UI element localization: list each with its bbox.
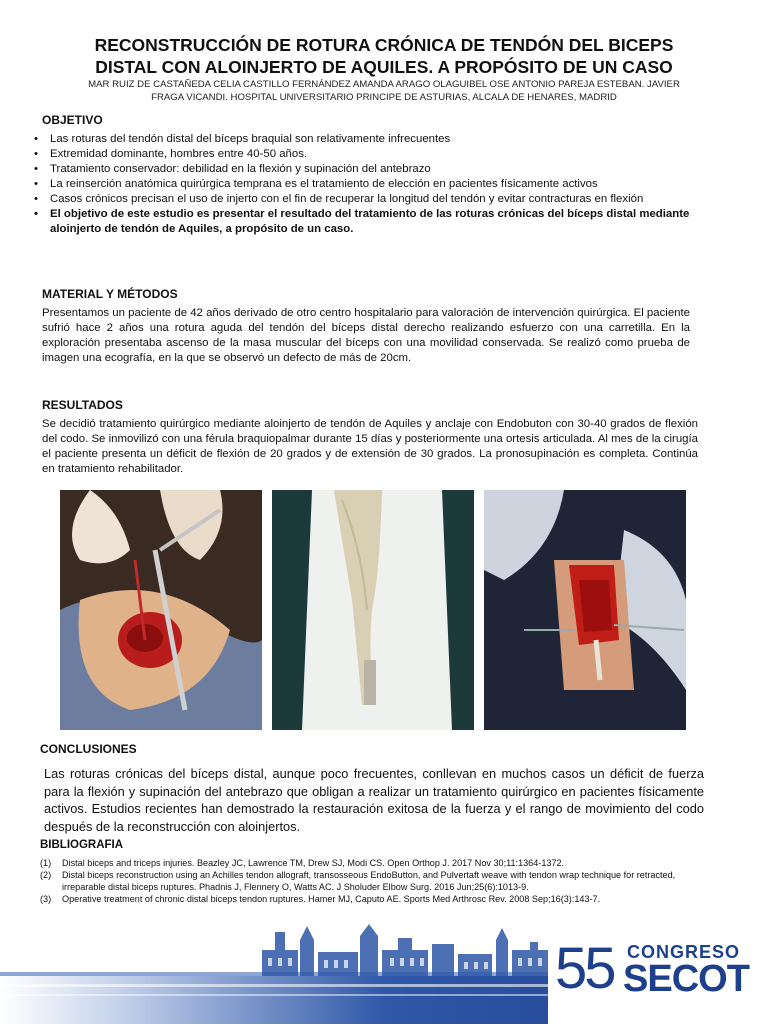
list-item: • La reinserción anatómica quirúrgica temprana es el tratamiento de elección en pacientes físicamente activos — [28, 177, 690, 192]
reference-text: Distal biceps reconstruction using an Achilles tendon allograft, transosseous EndoButton, and Pulvertaft weave with tendon wrap technique for retracted, irreparable distal biceps ruptures. Phadnis J, Flennery O, Watts AC. J Sholuder Elbow Surg. 2016 Jun;25(6):1013-9. — [62, 870, 676, 892]
authors-line-1: MAR RUIZ DE CASTAÑEDA CELIA CASTILLO FERNÁNDEZ AMANDA ARAGO OLAGUIBEL OSE ANTONIO PAREJA ESTEBAN. JAVIER — [88, 79, 680, 90]
reference-number: (2) — [40, 870, 52, 880]
list-item: • El objetivo de este estudio es presentar el resultado del tratamiento de las roturas crónicas del bíceps distal mediante aloinjerto de tendón de Aquiles, a propósito de un caso. — [28, 207, 720, 237]
reference-text: Distal biceps and triceps injuries. Beazley JC, Lawrence TM, Drew SJ, Modi CS. Open Orthop J. 2017 Nov 30;11:1364-1372. — [62, 858, 565, 868]
material-text: Presentamos un paciente de 42 años derivado de otro centro hospitalario para valoración de intervención quirúrgica. El paciente sufrió hace 2 años una rotura aguda del tendón del bíceps distal derecho realizando esfuerzo con una carretilla. En la exploración presentaba ascenso de la masa muscular del bíceps con una movilidad conservada. Se realizó como prueba de imagen una ecografía, en la que se observó un defecto de más de 20cm. — [42, 307, 690, 364]
allograft-photo — [272, 490, 474, 730]
list-item: • Extremidad dominante, hombres entre 40-50 años. — [28, 147, 728, 162]
resultados-heading: RESULTADOS — [42, 398, 123, 412]
reference-number: (1) — [40, 858, 52, 868]
list-item: • Casos crónicos precisan el uso de injerto con el fin de recuperar la longitud del tendón y evitar contracturas en flexión — [28, 192, 700, 207]
conclusiones-heading: CONCLUSIONES — [40, 742, 137, 756]
congress-number: 55 — [555, 936, 614, 1001]
title-line-1: RECONSTRUCCIÓN DE ROTURA CRÓNICA DE TENDÓN DEL BICEPS — [94, 35, 674, 55]
congress-name: SECOT — [623, 958, 749, 1000]
objetivo-heading: OBJETIVO — [42, 113, 103, 127]
congress-logo — [555, 938, 760, 1002]
list-item — [40, 857, 740, 869]
list-item: • Las roturas del tendón distal del bíceps braquial son relativamente infrecuentes — [28, 132, 728, 147]
authors — [40, 78, 728, 104]
resultados-text: Se decidió tratamiento quirúrgico mediante aloinjerto de tendón de Aquiles y anclaje con Endobuton con 30-40 grados de flexión del codo. Se inmovilizó con una férula braquiopalmar durante 15 días y posteriormente una ortesis articulada. Al mes de la cirugía el paciente presenta un déficit de flexión de 20 grados y de extensión de 30 grados. La pronosupinación es completa. Continúa en tratamiento rehabilitador. — [42, 418, 698, 475]
list-item: • Tratamiento conservador: debilidad en la flexión y supinación del antebrazo — [28, 162, 728, 177]
list-item — [40, 893, 740, 905]
reference-list — [40, 857, 740, 905]
surgery-photo-2 — [484, 490, 686, 730]
surgery-photo-1 — [60, 490, 262, 730]
authors-line-2: FRAGA VICANDI. HOSPITAL UNIVERSITARIO PRINCIPE DE ASTURIAS, ALCALA DE HENARES, MADRID — [151, 92, 617, 103]
material-heading: MATERIAL Y MÉTODOS — [42, 287, 178, 301]
list-item — [40, 869, 702, 893]
objetivo-list — [28, 132, 728, 237]
poster-title — [20, 34, 748, 78]
congress-word: CONGRESO — [627, 942, 741, 962]
conclusiones-text: Las roturas crónicas del bíceps distal, aunque poco frecuentes, conllevan en muchos casos un déficit de fuerza para la flexión y supinación del antebrazo que obligan a realizar un tratamiento quirúrgico en pacientes físicamente activos. Estudios recientes han demostrado la restauración exitosa de la fuerza y el rango de movimiento del codo después de la reconstrucción con aloinjertos. — [44, 766, 704, 834]
reference-number: (3) — [40, 894, 52, 904]
title-line-2: DISTAL CON ALOINJERTO DE AQUILES. A PROPÓSITO DE UN CASO — [95, 57, 673, 77]
bibliografia-heading: BIBLIOGRAFIA — [40, 839, 124, 851]
reference-text: Operative treatment of chronic distal biceps tendon ruptures. Hamer MJ, Caputo AE. Sports Med Arthrosc Rev. 2008 Sep;16(3):143-7. — [62, 894, 601, 904]
